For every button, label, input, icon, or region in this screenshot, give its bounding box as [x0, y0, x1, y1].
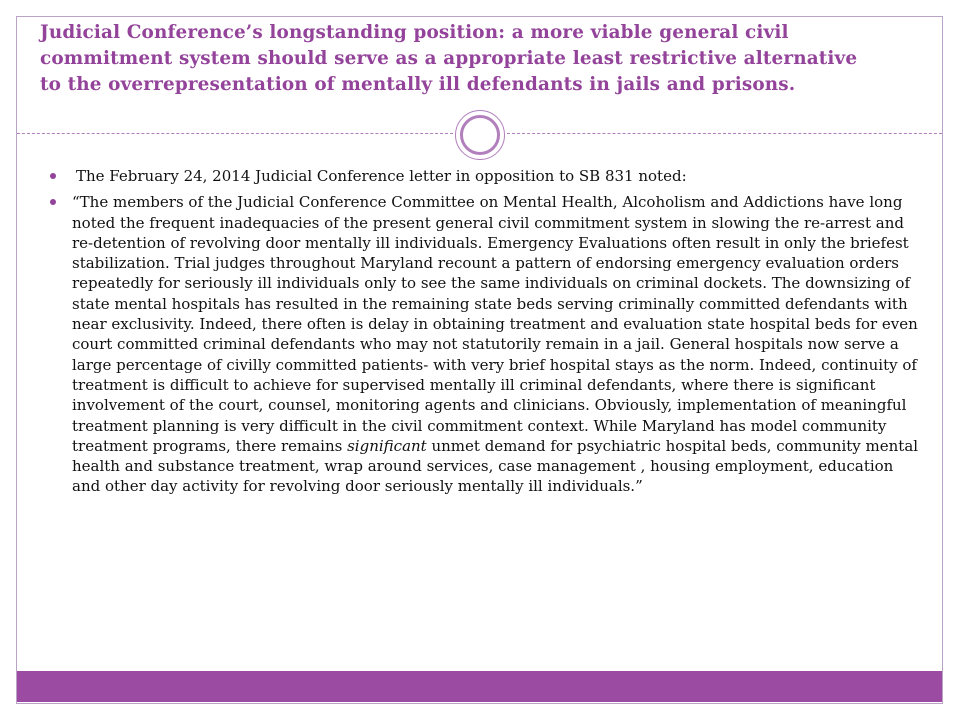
bullet-dot-icon: [50, 173, 56, 179]
bullet-intro-text: The February 24, 2014 Judicial Conference letter in opposition to SB 831 noted:: [76, 167, 687, 185]
slide-title: Judicial Conference’s longstanding position: a more viable general civil commitment system should serve as a appropriate least restrictive alternative to the overrepresentation of mentally ill defendants in jails and prisons.: [40, 22, 858, 95]
quote-emphasis: significant: [347, 436, 427, 455]
bullet-dot-icon: [50, 199, 56, 205]
quote-text-part-2: unmet demand for psychiatric hospital beds, community mental health and substance treatment, wrap around services, case management , housing employment, education and other day activity for revolving door seriously mentally ill individuals.”: [72, 436, 919, 496]
bullet-item-intro: [48, 166, 920, 186]
circle-ornament-inner: [460, 115, 500, 155]
quote-text-part-1: “The members of the Judicial Conference Committee on Mental Health, Alcoholism and Addictions have long noted the frequent inadequacies of the present general civil commitment system in slowing the re-arrest and re-detention of revolving door mentally ill individuals. Emergency Evaluations often result in only the briefest stabilization. Trial judges throughout Maryland recount a pattern of endorsing emergency evaluation orders repeatedly for seriously ill individuals only to see the same individuals on criminal dockets. The downsizing of state mental hospitals has resulted in the remaining state beds serving criminally committed defendants with near exclusivity. Indeed, there often is delay in obtaining treatment and evaluation state hospital beds for even court committed criminal defendants who may not statutorily remain in a jail. General hospitals now serve a large percentage of civilly committed patients- with very brief hospital stays as the norm. Indeed, continuity of treatment is difficult to achieve for supervised mentally ill criminal defendants, where there is significant involvement of the court, counsel, monitoring agents and clinicians. Obviously, implementation of meaningful treatment planning is very difficult in the civil commitment context. While Maryland has model community treatment programs, there remains: [72, 193, 918, 455]
title-divider-left: [17, 133, 453, 134]
bullet-list: [48, 166, 920, 503]
circle-ornament-icon: [455, 110, 505, 160]
bullet-item-quote: [48, 192, 920, 496]
title-divider-right: [507, 133, 942, 134]
footer-band: [17, 671, 942, 702]
